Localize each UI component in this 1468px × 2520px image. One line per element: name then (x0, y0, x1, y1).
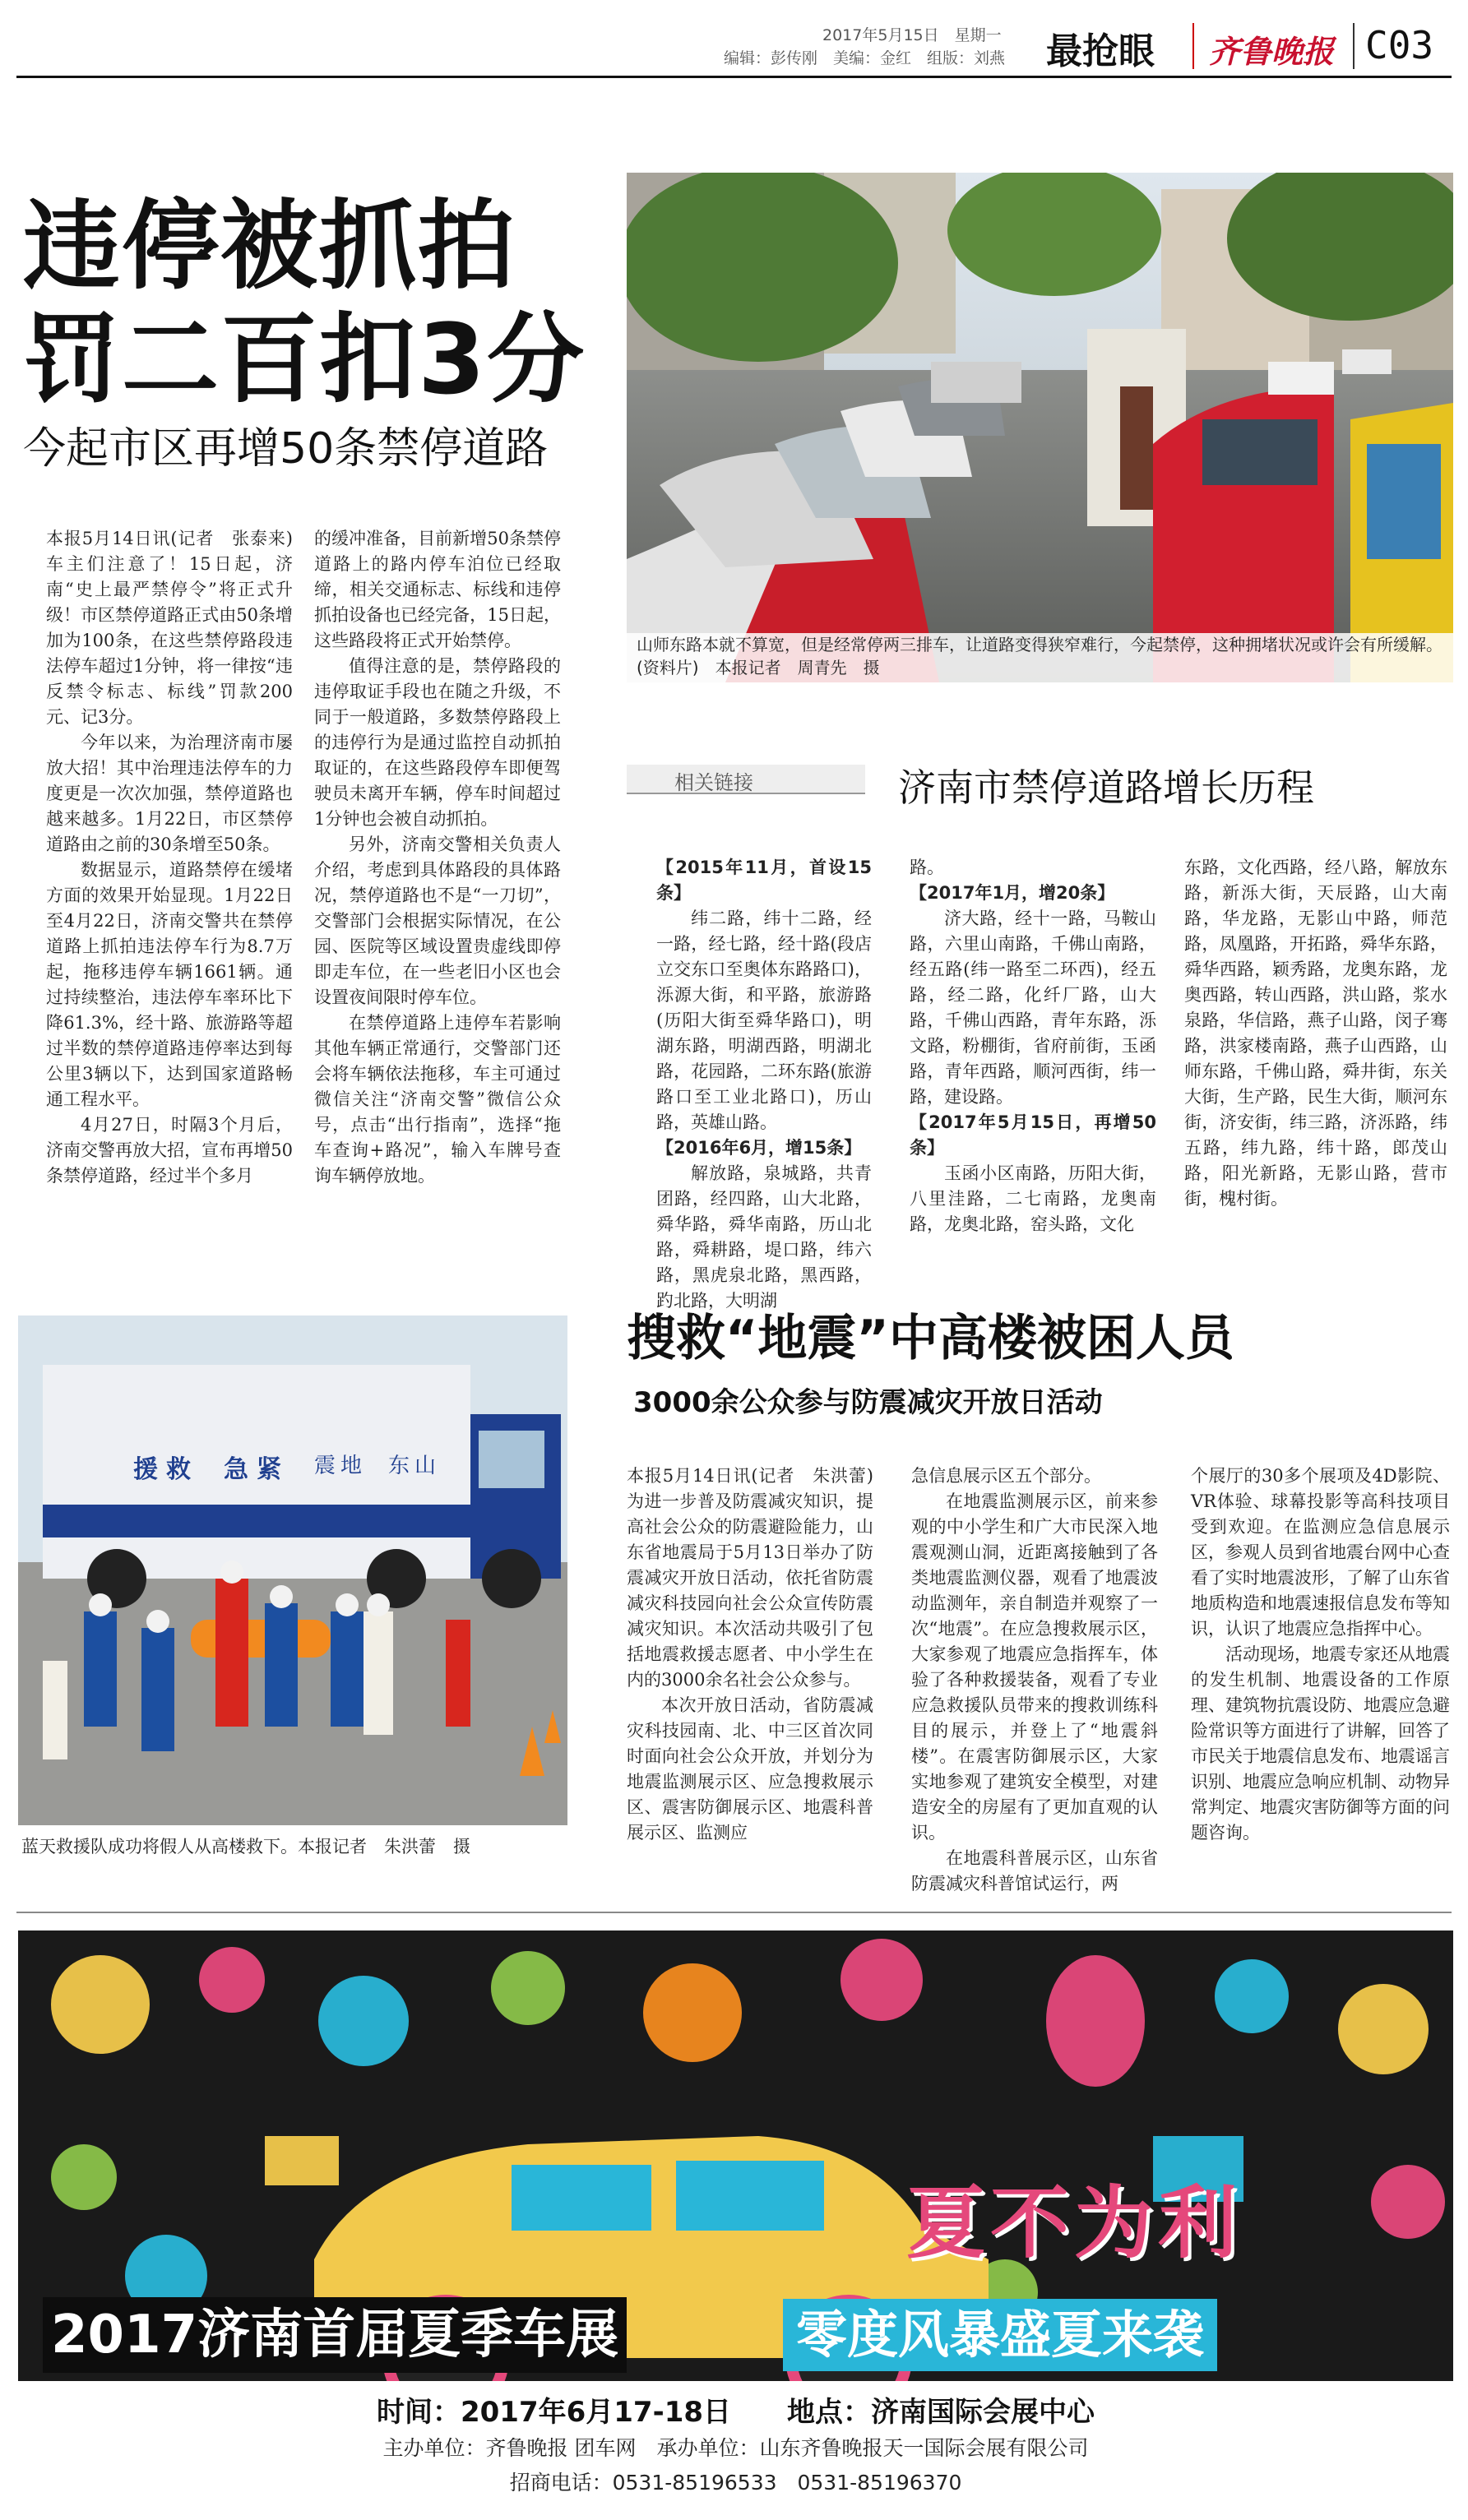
story2-col1: 本报5月14日讯(记者 朱洪蕾) 为进一步普及防震减灾知识，提高社会公众的防震避险能力，山东省地震局于5月13日举办了防震减灾开放日活动，依托省防震减灾科技园向社会公众宣传防震减灾知识。本次活动共吸引了包括地震救援志愿者、中小学生在内的3000余名社会公众参与。 本次开放日活动，省防震减灾科技园南、北、中三区首次同时面向社会公众开放，并划分为地震监测展示区、应急搜救展示区、震害防御展示区、地震科普展示区、监测应 (627, 1466, 891, 1843)
story1-col2: 的缓冲准备，目前新增50条禁停道路上的路内停车泊位已经取缔，相关交通标志、标线和违停抓拍设备也已经完备，15日起，这些路段将正式开始禁停。 值得注意的是，禁停路段的违停取证手段也在随之升级，不同于一般道路，多数禁停路段上的违停行为是通过监控自动抓拍取证的，在这些路段停车即便驾驶员未离开车辆，停车时间超过1分钟也会被自动抓拍。 另外，济南交警相关负责人介绍，考虑到具体路段的具体路况，禁停道路也不是“一刀切”，交警部门会根据实际情况，在公园、医院等区域设置贵虚线即停即走车位，在一些老旧小区也会设置夜间限时停车位。 在禁停道路上违停车若影响其他车辆正常通行，交警部门还会将车辆依法拖移，车主可通过微信关注“济南交警”微信公众号，点击“出行指南”，选择“拖车查询+路况”，输入车牌号查询车辆停放地。 (314, 529, 561, 1186)
story1-headline: 违停被抓拍 罚二百扣3分 (23, 189, 586, 416)
ad-time-place: 时间：2017年6月17-18日 地点：济南国际会展中心 (376, 2396, 1095, 2429)
story1-col1: 本报5月14日讯(记者 张泰来) 车主们注意了！15日起，济南“史上最严禁停令”将正式升级！市区禁停道路正式由50条增加为100条，在这些禁停路段违法停车超过1分钟，将一律按“违反禁令标志、标线”罚款200元、记3分。 今年以来，为治理济南市屡放大招！其中治理违法停车的力度更是一次次加强，禁停道路也越来越多。1月22日，市区禁停道路由之前的30条增至50条。 数据显示，道路禁停在缓堵方面的效果开始显现。1月22日至4月22日，济南交警共在禁停道路上抓拍违法停车行为8.7万起，拖移违停车辆1661辆。通过持续整治，违法停车率环比下降61.3%，经十路、旅游路等超过半数的禁停道路违停率达到每公里3辆以下，达到国家道路畅通工程水平。 4月27日，时隔3个月后，济南交警再放大招，宣布再增50条禁停道路，经过半个多月 (46, 529, 310, 1186)
paper-logo: 齐鲁晚报 (1209, 33, 1335, 70)
masthead (0, 0, 1468, 78)
ad-host: 主办单位：齐鲁晚报 团车网 承办单位：山东齐鲁晚报天一国际会展有限公司 (382, 2436, 1089, 2460)
truck-lettering: 援 救 急 紧 震 地 东 山 (133, 1454, 437, 1484)
ad-phone: 招商电话：0531-85196533 0531-85196370 (509, 2471, 962, 2495)
section-title: 最抢眼 (1046, 30, 1155, 72)
sidebar-tag: 相关链接 (627, 765, 865, 794)
rescue-image (18, 1315, 567, 1825)
ad-subtitle: 零度风暴盛夏来袭 (783, 2299, 1217, 2371)
page-number: C03 (1365, 23, 1434, 67)
rescue-photo (18, 1315, 567, 1825)
masthead-divider (1353, 23, 1355, 69)
parked-cars-photo (627, 173, 1453, 682)
photo1-caption: 山师东路本就不算宽，但是经常停两三排车，让道路变得狭窄难行，今起禁停，这种拥堵状况或许会有所缓解。(资料片) 本报记者 周青先 摄 (637, 635, 1443, 677)
masthead-editors: 编辑：彭传刚 美编：金红 组版：刘燕 (724, 49, 1006, 67)
story1-subhead: 今起市区再增50条禁停道路 (23, 424, 549, 474)
sidebar-title: 济南市禁停道路增长历程 (898, 765, 1314, 810)
photo2-caption: 蓝天救援队成功将假人从高楼救下。本报记者 朱洪蕾 摄 (21, 1837, 470, 1856)
car-show-ad (18, 1930, 1453, 2506)
story2-headline: 搜救“地震”中高楼被困人员 (627, 1310, 1234, 1367)
sidebar-col2: 路。 【2017年1月，增20条】 济大路，经十一路，马鞍山路，六里山南路，千佛山南路，经五路(纬一路至二环西)，经五路，经二路，化纤厂路，山大路，千佛山西路，青年东路，泺文路，粉棚街，省府前街，玉函路，青年西路，顺河西街，纬一路，建设路。 【2017年5月15日，再增50条】 玉函小区南路，历阳大街，八里洼路，二七南路，龙奥南路，龙奥北路，窑头路，文化 (910, 858, 1156, 1234)
section-rule (16, 1912, 1452, 1913)
story2-col3: 个展厅的30多个展项及4D影院、VR体验、球幕投影等高科技项目受到欢迎。在监测应急信息展示区，参观人员到省地震台网中心查看了实时地震波形，了解了山东省地质构造和地震速报信息发布等知识，认识了地震应急指挥中心。 活动现场，地震专家还从地震的发生机制、地震设备的工作原理、建筑物抗震设防、地震应急避险常识等方面进行了讲解，回答了市民关于地震信息发布、地震谣言识别、地震应急响应机制、动物异常判定、地震灾害防御等方面的问题咨询。 (1191, 1466, 1450, 1843)
masthead-rule (16, 76, 1452, 78)
sidebar-col1: 【2015年11月，首设15条】 纬二路，纬十二路，经一路，经七路，经十路(段店立交东口至奥体东路路口)，泺源大街，和平路，旅游路(历阳大街至舜华路口)，明湖东路，明湖西路，明湖北路，花园路，二环东路(旅游路口至工业北路口)，历山路，英雄山路。 【2016年6月，增15条】 解放路，泉城路，共青团路，经四路，山大北路，舜华路，舜华南路，历山北路，舜耕路，堤口路，纬六路，黑虎泉北路，黑西路，趵北路，大明湖 (656, 858, 872, 1311)
sidebar-col3: 东路，文化西路，经八路，解放东路，新泺大街，天辰路，山大南路，华龙路，无影山中路，师范路，凤凰路，开拓路，舜华东路，舜华西路，颖秀路，龙奥东路，龙奥西路，转山西路，洪山路，浆水泉路，华信路，燕子山路，闵子骞路，洪家楼南路，燕子山西路，山师东路，千佛山路，舜井街，东关大街，生产路，民生大街，顺河东街，济安街，纬三路，济泺路，纬五路，纬九路，纬十路，郎茂山路，阳光新路，无影山路，营市街，槐村街。 (1184, 858, 1447, 1209)
masthead-date: 2017年5月15日 星期一 (822, 26, 1002, 44)
masthead-divider (1192, 23, 1194, 69)
ad-slogan: 夏不为利 (906, 2177, 1242, 2269)
ad-title: 2017济南首届夏季车展 (43, 2297, 627, 2373)
story2-col2: 急信息展示区五个部分。 在地震监测展示区，前来参观的中小学生和广大市民深入地震观测山洞，近距离接触到了各类地震监测仪器，观看了地震波动监测年，亲自制造并观察了一次“地震”。在应急搜救展示区，大家参观了地震应急指挥车，体验了各种救援装备，观看了专业应急救援队员带来的搜救训练科目的展示，并登上了“地震斜楼”。在震害防御展示区，大家实地参观了建筑安全模型，对建造安全的房屋有了更加直观的认识。 在地震科普展示区，山东省防震减灾科普馆试运行，两 (911, 1466, 1158, 1893)
parked-cars-image (627, 173, 1453, 682)
story2-subhead: 3000余公众参与防震减灾开放日活动 (633, 1386, 1103, 1419)
ad-footer (18, 2381, 1453, 2506)
